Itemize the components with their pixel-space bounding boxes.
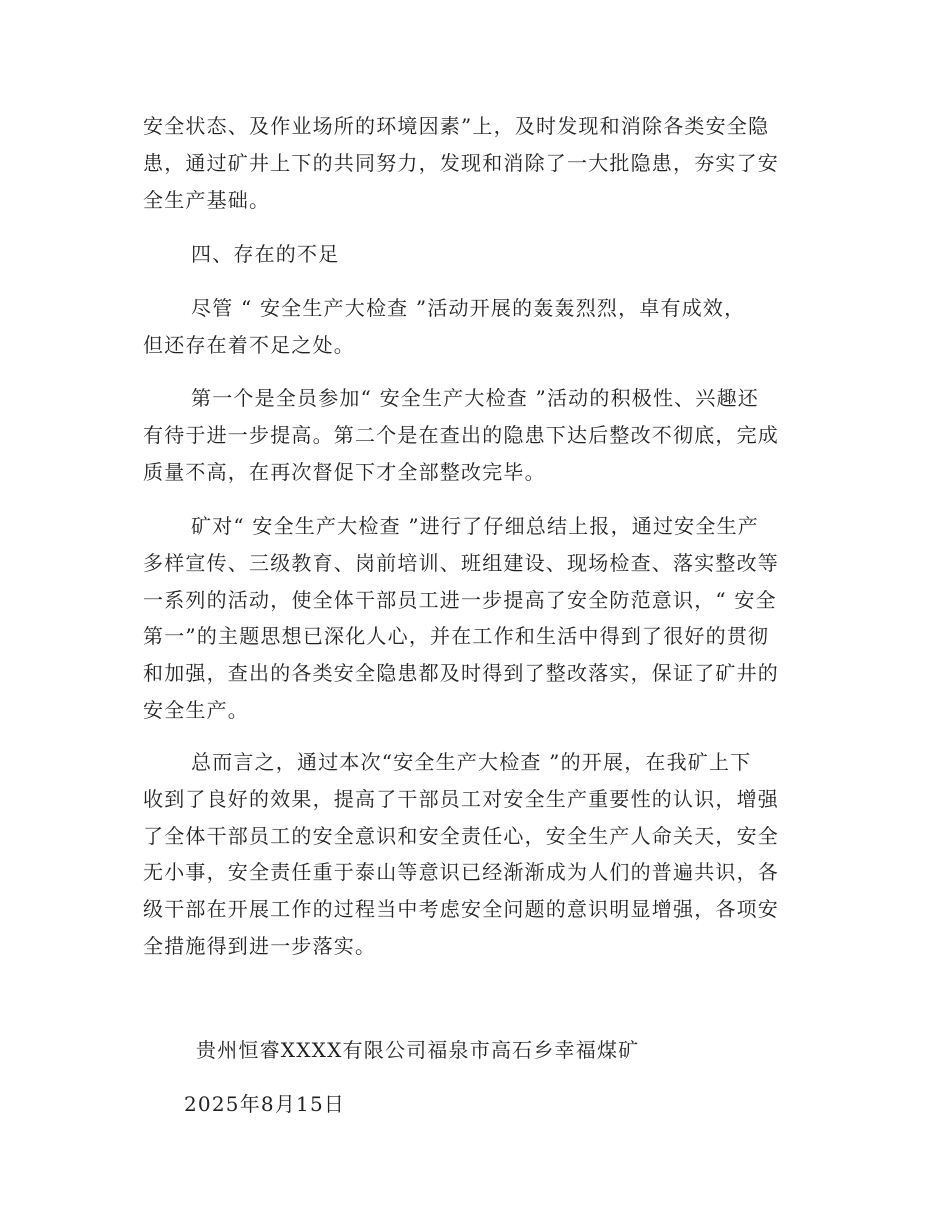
signature-organization: 贵州恒睿XXXX有限公司福泉市高石乡幸福煤矿 bbox=[196, 1038, 640, 1062]
section-heading-text: 四、存在的不足 bbox=[191, 242, 340, 266]
text-line: 一系列的活动，使全体干部员工进一步提高了安全防范意识，“ 安全 bbox=[143, 587, 777, 612]
text-line: 全措施得到进一步落实。 bbox=[143, 933, 377, 958]
text-line: 尽管 “ 安全生产大检查 ”活动开展的轰轰烈烈，卓有成效， bbox=[191, 296, 746, 320]
section-heading bbox=[143, 236, 807, 273]
text-line: 无小事，安全责任重于泰山等意识已经渐渐成为人们的普遍共识，各 bbox=[143, 860, 779, 885]
text-line: 质量不高，在再次督促下才全部整改完毕。 bbox=[143, 459, 546, 484]
text-line: 患，通过矿井上下的共同努力，发现和消除了一大批隐患，夯实了安 bbox=[143, 150, 779, 175]
text-line: 全生产基础。 bbox=[143, 187, 271, 212]
text-line: 但还存在着不足之处。 bbox=[143, 332, 355, 357]
signature-date: 2025年8月15日 bbox=[184, 1092, 346, 1116]
paragraph-conclusion bbox=[143, 744, 807, 965]
text-line: 第一”的主题思想已深化人心，并在工作和生活中得到了很好的贯彻 bbox=[143, 624, 770, 649]
text-line: 安全生产。 bbox=[143, 697, 249, 722]
text-line: 第一个是全员参加“ 安全生产大检查 ”活动的积极性、兴趣还 bbox=[191, 386, 759, 410]
text-line: 了全体干部员工的安全意识和安全责任心，安全生产人命关天，安全 bbox=[143, 823, 779, 848]
text-line: 安全状态、及作业场所的环境因素”上，及时发现和消除各类安全隐 bbox=[143, 114, 770, 138]
text-line: 多样宣传、三级教育、岗前培训、班组建设、现场检查、落实整改等 bbox=[143, 550, 779, 575]
paragraph-summary-report bbox=[143, 508, 807, 729]
paragraph-inspection-results bbox=[143, 108, 807, 218]
text-line: 和加强，查出的各类安全隐患都及时得到了整改落实，保证了矿井的 bbox=[143, 661, 779, 686]
text-line: 总而言之，通过本次“安全生产大检查 ”的开展，在我矿上下 bbox=[191, 750, 752, 774]
text-line: 有待于进一步提高。第二个是在查出的隐患下达后整改不彻底，完成 bbox=[143, 422, 779, 447]
paragraph-shortfall-intro bbox=[143, 290, 807, 364]
text-line: 矿对“ 安全生产大检查 ”进行了仔细总结上报，通过安全生产 bbox=[191, 514, 759, 538]
text-line: 收到了良好的效果，提高了干部员工对安全生产重要性的认识，增强 bbox=[143, 786, 779, 811]
paragraph-shortfall-detail bbox=[143, 380, 807, 490]
text-line: 级干部在开展工作的过程当中考虑安全问题的意识明显增强，各项安 bbox=[143, 897, 779, 922]
